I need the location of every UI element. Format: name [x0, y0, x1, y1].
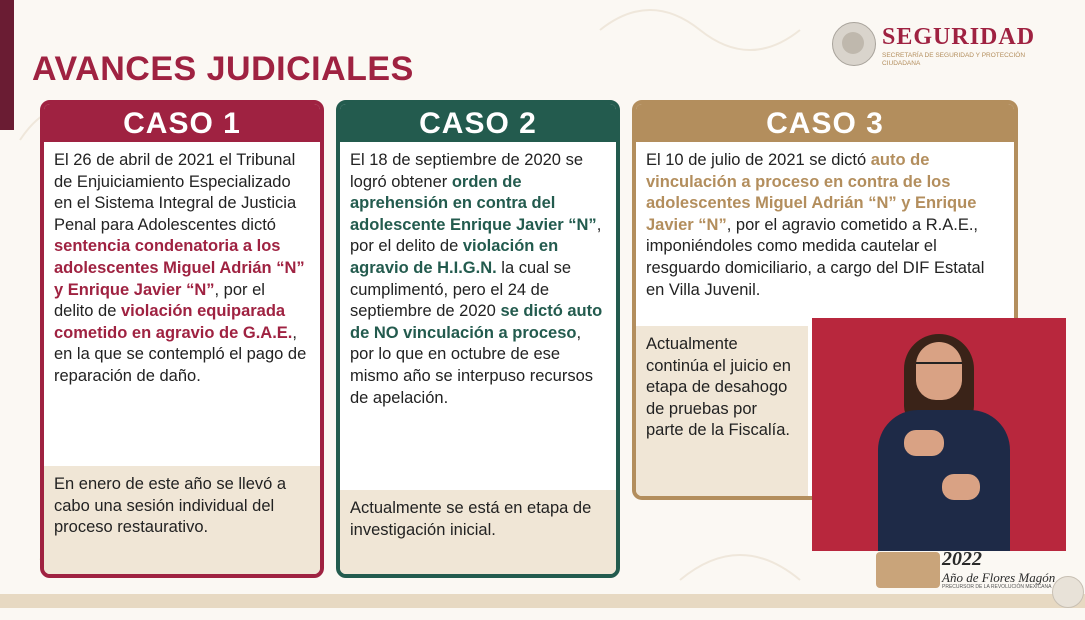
case-highlight: se dictó auto de NO vinculación a proceso — [350, 302, 603, 342]
case-highlight: orden de aprehensión en contra del adolescente Enrique Javier “N” — [350, 172, 597, 234]
case-highlight: violación equiparada cometido en agravio de G.A.E. — [54, 302, 293, 342]
year-logo-year: 2022 — [942, 548, 982, 570]
case-text: El 10 de julio de 2021 se dictó — [646, 151, 871, 169]
page-title: AVANCES JUDICIALES — [32, 50, 414, 88]
year-logo-line: Año de — [942, 570, 979, 585]
year-logo — [876, 548, 1056, 590]
case-text: , en la que se contempló el pago de reparación de daño. — [54, 323, 307, 385]
broadcast-watermark-icon — [1052, 576, 1084, 608]
interpreter-hand — [904, 430, 944, 456]
left-accent-bar — [0, 0, 14, 130]
logo-name: SEGURIDAD — [882, 24, 1036, 50]
portrait-icon — [876, 552, 940, 588]
case-status: En enero de este año se llevó a cabo una sesión individual del proceso restaurativo. — [44, 466, 320, 574]
logo-subtitle: SECRETARÍA DE SEGURIDAD Y PROTECCIÓN CIUDADANA — [882, 52, 1026, 67]
case-body — [636, 142, 1014, 301]
case-header: CASO 3 — [636, 104, 1014, 142]
case-text: El 26 de abril de 2021 el Tribunal de Enjuiciamiento Especializado en el Sistema Integral de Justicia Penal para Adolescentes dictó — [54, 151, 297, 234]
case-text: la cual se cumplimentó, pero el 24 de septiembre de 2020 — [350, 258, 572, 321]
case-header: CASO 1 — [44, 104, 320, 142]
case-header: CASO 2 — [340, 104, 616, 142]
case-highlight: sentencia condenatoria a los adolescentes Miguel Adrián “N” y Enrique Javier “N” — [54, 237, 305, 299]
interpreter-hand — [942, 474, 980, 500]
case-body — [340, 142, 616, 409]
seguridad-logo — [832, 22, 1052, 70]
coat-of-arms-icon — [832, 22, 876, 66]
footer-bar — [0, 594, 1085, 608]
interpreter-glasses — [916, 362, 962, 374]
case-text: , por el delito de — [350, 215, 602, 256]
case-highlight: violación en agravio de H.I.G.N. — [350, 237, 559, 277]
year-logo-person: Flores Magón — [981, 570, 1056, 585]
case-highlight: auto de vinculación a proceso en contra de los adolescentes Miguel Adrián “N” y Enrique Javier “N” — [646, 151, 977, 234]
case-text: , por el delito de — [54, 280, 265, 321]
case-status: Actualmente continúa el juicio en etapa de desahogo de pruebas por parte de la Fiscalía. — [636, 326, 808, 496]
year-logo-caption: PRECURSOR DE LA REVOLUCIÓN MEXICANA — [942, 584, 1052, 590]
case-text: , por lo que en octubre de ese mismo año se interpuso recursos de apelación. — [350, 323, 594, 407]
case-body — [44, 142, 320, 388]
case-status: Actualmente se está en etapa de investigación inicial. — [340, 490, 616, 574]
case-text: El 18 de septiembre de 2020 se logró obtener — [350, 151, 583, 191]
case-card-2 — [336, 100, 620, 578]
case-text: , por el agravio cometido a R.A.E., imponiéndoles como medida cautelar el resguardo domiciliario, a cargo del DIF Estatal en Villa Juvenil. — [646, 215, 985, 299]
sign-language-interpreter-video — [812, 318, 1066, 551]
case-card-1 — [40, 100, 324, 578]
